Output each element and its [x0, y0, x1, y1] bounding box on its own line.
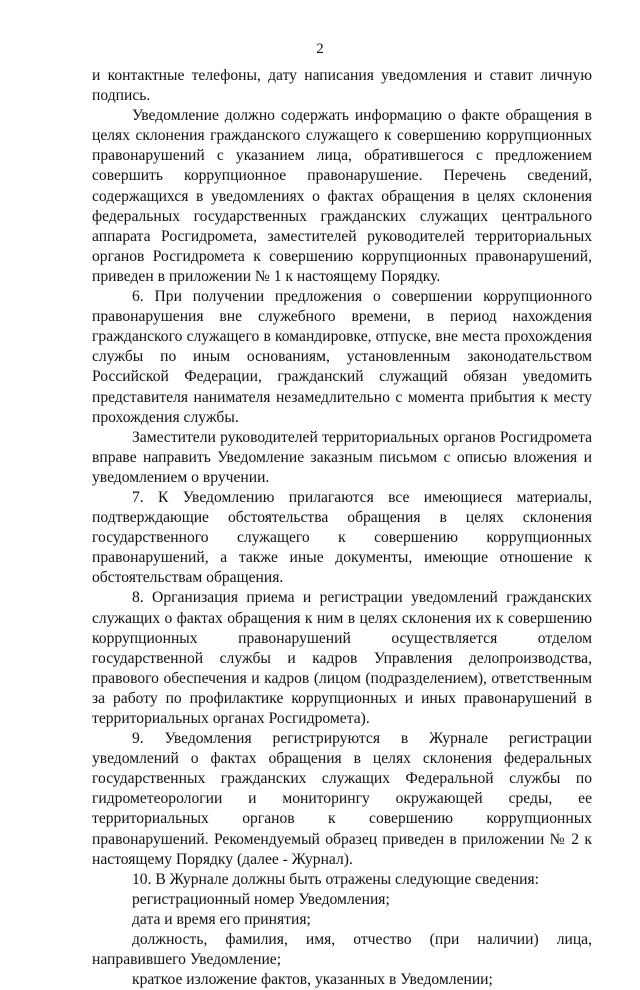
paragraph: дата и время его принятия;	[132, 910, 311, 928]
paragraph: и контактные телефоны, дату написания уведомления и ставит личную подпись.	[92, 67, 592, 105]
paragraph: Заместители руководителей территориальных органов Росгидромета вправе направить Уведомление заказным письмом с описью вложения и уведомлением о вручении.	[92, 428, 592, 486]
paragraph: регистрационный номер Уведомления;	[132, 890, 390, 908]
paragraph: 6. При получении предложения о совершении коррупционного правонарушения вне служебного времени, в период нахождения гражданского служащего в командировке, отпуске, вне места прохождения службы по иным основаниям, установленным законодательством Российской Федерации, гражданский служащий обязан уведомить представителя нанимателя незамедлительно с момента прибытия к месту прохождения службы.	[92, 288, 592, 426]
paragraph: Уведомление должно содержать информацию о факте обращения в целях склонения гражданского служащего к совершению коррупционных правонарушений с указанием лица, обратившегося с предложением совершить коррупционное правонарушение. Перечень сведений, содержащихся в уведомлениях о фактах обращения в целях склонения федеральных государственных гражданских служащих центрального аппарата Росгидромета, заместителей руководителей территориальных органов Росгидромета к совершению коррупционных правонарушений, приведен в приложении № 1 к настоящему Порядку.	[92, 107, 592, 285]
paragraph: 8. Организация приема и регистрации уведомлений гражданских служащих о фактах обращения к ним в целях склонения их к совершению коррупционных правонарушений осуществляется отделом государственной службы и кадров Управления делопроизводства, правового обеспечения и кадров (лицом (подразделением), ответственным за работу по профилактике коррупционных и иных правонарушений в территориальных органах Росгидромета).	[92, 589, 592, 727]
paragraph: 10. В Журнале должны быть отражены следующие сведения:	[132, 870, 539, 888]
paragraph: 9. Уведомления регистрируются в Журнале регистрации уведомлений о фактах обращения в целях склонения федеральных государственных гражданских служащих Федеральной службы по гидрометеорологии и мониторингу окружающей среды, ее территориальных органов к совершению коррупционных правонарушений. Рекомендуемый образец приведен в приложении № 2 к настоящему Порядку (далее - Журнал).	[92, 730, 592, 868]
page-number: 2	[316, 41, 324, 57]
paragraph: должность, фамилия, имя, отчество (при наличии) лица, направившего Уведомление;	[92, 931, 592, 969]
paragraph: краткое изложение фактов, указанных в Уведомлении;	[132, 971, 493, 989]
paragraph: 7. К Уведомлению прилагаются все имеющиеся материалы, подтверждающие обстоятельства обращения в целях склонения государственного служащего к совершению коррупционных правонарушений, а также иные документы, имеющие отношение к обстоятельствам обращения.	[92, 488, 592, 587]
document-body	[92, 66, 592, 990]
